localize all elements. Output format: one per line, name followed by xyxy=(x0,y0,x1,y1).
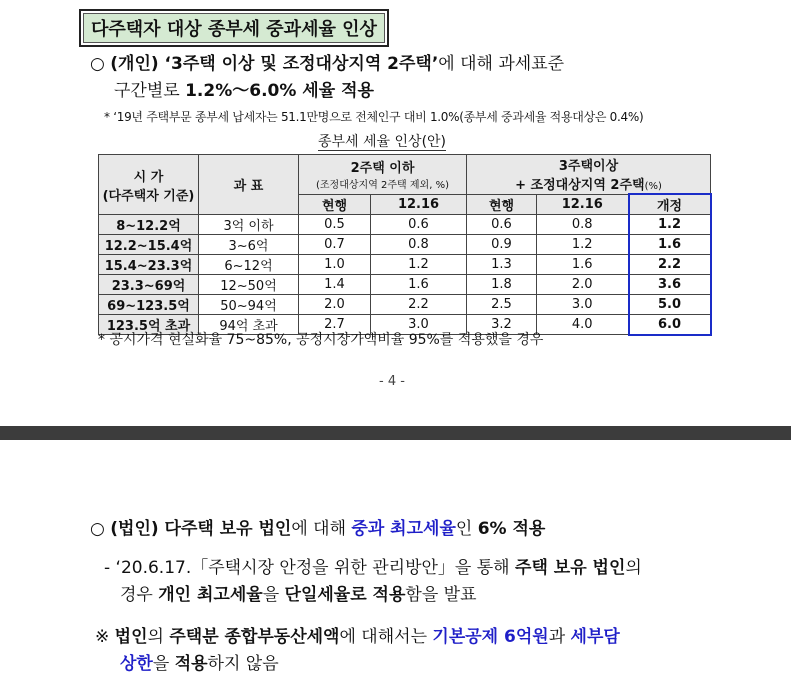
reference-note-line2: 상한을 적용하지 않음 xyxy=(120,654,279,674)
footnote-assumption: * 공시가격 현실화율 75~85%, 공정시장가액비율 95%를 적용했을 경우 xyxy=(98,332,544,348)
page-number: - 4 - xyxy=(379,374,405,389)
header-group-3houses: 3주택이상 + 조정대상지역 2주택(%) xyxy=(467,155,711,195)
bullet-individual-text: 에 대해 과세표준 xyxy=(438,54,565,74)
table-row: 12.2~15.4억 3~6억 0.7 0.8 0.9 1.2 1.6 xyxy=(99,235,711,255)
tax-rate-table xyxy=(98,154,712,336)
header-1216-2: 12.16 xyxy=(537,194,629,215)
header-base: 과 표 xyxy=(199,155,299,215)
section-title: 다주택자 대상 종부세 중과세율 인상 xyxy=(79,9,389,47)
bullet-individual-rate: 1.2%～6.0% 세율 적용 xyxy=(185,81,374,101)
header-revised: 개정 xyxy=(629,194,711,215)
bullet-marker: ○ xyxy=(90,519,105,539)
document-page-2 xyxy=(0,440,791,686)
bullet-corporate: ○ (법인) 다주택 보유 법인에 대해 중과 최고세율인 6% 적용 xyxy=(90,519,546,539)
footnote-taxpayers: * ‘19년 주택부문 종부세 납세자는 51.1만명으로 전체인구 대비 1.0%(종부세 중과세율 적용대상은 0.4%) xyxy=(104,110,644,124)
table-row: 123.5억 초과 94억 초과 2.7 3.0 3.2 4.0 6.0 xyxy=(99,315,711,335)
bullet-individual-line2 xyxy=(114,76,374,101)
table-row: 8~12.2억 3억 이하 0.5 0.6 0.6 0.8 1.2 xyxy=(99,215,711,235)
table-row: 23.3~69억 12~50억 1.4 1.6 1.8 2.0 3.6 xyxy=(99,275,711,295)
header-current: 현행 xyxy=(299,194,371,215)
reference-note: ※ 법인의 주택분 종합부동산세액에 대해서는 기본공제 6억원과 세부담 xyxy=(95,627,620,647)
table-caption: 종부세 세율 인상(안) xyxy=(318,134,447,150)
page-separator xyxy=(0,426,791,440)
bullet-marker: ○ xyxy=(90,54,105,74)
dash-announcement: - ‘20.6.17.「주택시장 안정을 위한 관리방안」을 통해 주택 보유 법인의 xyxy=(104,558,642,578)
header-current-2: 현행 xyxy=(467,194,537,215)
bullet-individual xyxy=(90,49,564,74)
header-1216: 12.16 xyxy=(371,194,467,215)
table-row: 69~123.5억 50~94억 2.0 2.2 2.5 3.0 5.0 xyxy=(99,295,711,315)
header-price: 시 가 (다주택자 기준) xyxy=(99,155,199,215)
bullet-individual-bold: (개인) ‘3주택 이상 및 조정대상지역 2주택’ xyxy=(110,54,439,74)
bullet-individual-text2: 구간별로 xyxy=(114,81,186,101)
dash-announcement-line2: 경우 개인 최고세율을 단일세율로 적용함을 발표 xyxy=(120,585,477,605)
table-row: 15.4~23.3억 6~12억 1.0 1.2 1.3 1.6 2.2 xyxy=(99,255,711,275)
header-group-2houses: 2주택 이하 (조정대상지역 2주택 제외, %) xyxy=(299,155,467,195)
